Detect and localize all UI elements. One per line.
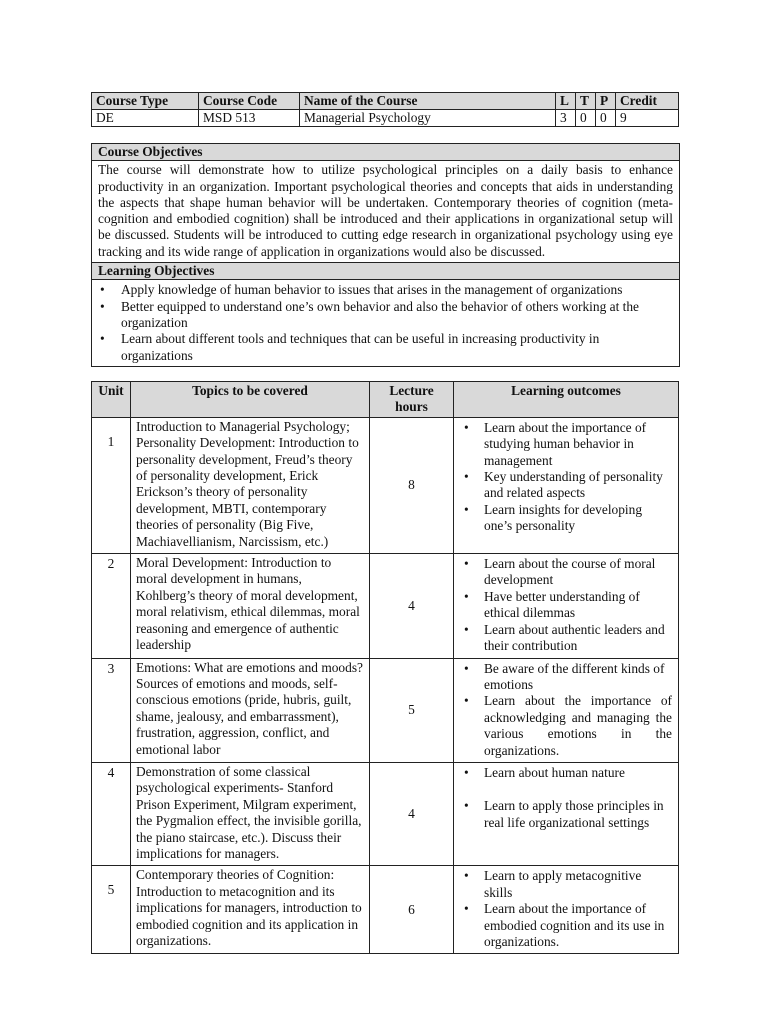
unit-outcomes [454,866,679,954]
list-item-text: Be aware of the different kinds of emotions [484,660,665,692]
unit-hours: 4 [370,554,454,658]
header-course-name: Name of the Course [300,93,556,110]
header-topics: Topics to be covered [131,382,370,418]
bullet-icon: • [464,621,469,637]
list-item-text: Apply knowledge of human behavior to issues that arises in the management of organizations [121,282,623,298]
list-item [464,798,672,831]
list-item-text: Learn to apply metacognitive skills [484,868,642,900]
list-item [100,282,673,298]
table-row [92,658,679,762]
outcomes-list [458,868,672,950]
header-course-code: Course Code [199,93,300,110]
course-name-value: Managerial Psychology [300,110,556,127]
header-course-type: Course Type [92,93,199,110]
bullet-icon: • [464,419,469,435]
course-objectives-text: The course will demonstrate how to utilize psychological principles on a daily basis to enhance productivity in an organization. Important psychological theories and concepts that aids in understanding the aspects that shape human behavior will be undertaken. Contemporary theories of cognition (meta-cognition and embodied cognition) shall be introduced and their applications in organizational setup will be discussed. Students will be introduced to cutting edge research in organizational psychology using eye tracking and its wide range of application in organizations would also be discussed. [98,162,673,259]
l-value: 3 [556,110,576,127]
bullet-icon: • [464,901,469,917]
list-item-text: Learn about the course of moral development [484,556,656,588]
table-row [92,417,679,553]
bullet-icon: • [464,660,469,676]
header-p: P [596,93,616,110]
outcomes-list [458,420,672,535]
unit-outcomes [454,658,679,762]
t-value: 0 [576,110,596,127]
list-item [464,588,672,622]
list-item [100,298,673,332]
bullet-icon: • [100,331,105,347]
bullet-icon: • [100,282,105,298]
list-item [464,501,672,535]
list-item [100,331,673,364]
learning-objectives-list [92,280,679,365]
course-type-value: DE [92,110,199,127]
course-info-table [91,92,679,127]
unit-number: 5 [92,866,131,954]
unit-number: 2 [92,554,131,658]
list-item [464,868,672,901]
p-value: 0 [596,110,616,127]
bullet-icon: • [464,556,469,572]
unit-hours: 5 [370,658,454,762]
units-table [91,381,679,954]
bullet-icon: • [464,588,469,604]
list-item-text: Have better understanding of ethical dilemmas [484,588,640,621]
table-row [92,762,679,865]
list-item-text: Key understanding of personality and related aspects [484,469,663,501]
bullet-icon: • [464,693,469,709]
outcomes-list [458,765,672,831]
bullet-icon: • [464,798,469,814]
unit-topics: Demonstration of some classical psychological experiments- Stanford Prison Experiment, Milgram experiment, the Pygmalion effect, the invisible gorilla, the piano staircase, etc.). Discuss their implications for managers. [131,762,370,865]
list-item-text: Learn insights for developing one’s personality [484,501,643,534]
course-header-row [92,93,679,110]
unit-number: 1 [92,417,131,553]
list-item-text: Learn about authentic leaders and their contribution [484,621,665,654]
header-learning-outcomes: Learning outcomes [454,382,679,418]
course-objectives-heading: Course Objectives [92,144,679,161]
course-code-value: MSD 513 [199,110,300,127]
unit-outcomes [454,417,679,553]
list-item-text: Learn about human nature [484,764,625,780]
list-item [464,901,672,950]
list-item-text: Learn about the importance of embodied cognition and its use in organizations. [484,901,665,949]
unit-topics: Contemporary theories of Cognition: Introduction to metacognition and its implications for managers, introduction to embodied cognition and its application in organizations. [131,866,370,954]
list-item [464,419,672,469]
header-credit: Credit [616,93,679,110]
list-item [464,693,672,759]
learning-objectives-heading: Learning Objectives [92,262,679,280]
bullet-icon: • [464,868,469,884]
unit-topics: Introduction to Managerial Psychology; Personality Development: Introduction to personality development, Freud’s theory of personality development, Erick Erickson’s theory of personality development, MBTI, contemporary theories of personality (Big Five, Machiavellianism, Narcissism, etc.) [131,417,370,553]
units-header-row [92,382,679,418]
unit-outcomes [454,762,679,865]
bullet-icon: • [100,298,105,314]
header-t: T [576,93,596,110]
header-l: L [556,93,576,110]
bullet-icon: • [464,764,469,780]
outcomes-list [458,556,672,654]
unit-number: 3 [92,658,131,762]
list-item-text: Learn about the importance of studying human behavior in management [484,419,647,468]
course-value-row [92,110,679,127]
unit-hours: 6 [370,866,454,954]
unit-topics: Moral Development: Introduction to moral development in humans, Kohlberg’s theory of moral development, moral relativism, ethical dilemmas, moral reasoning and emergence of authentic leadership [131,554,370,658]
list-item [464,621,672,655]
list-item-text: Learn about different tools and techniques that can be useful in increasing productivity in organizations [121,331,600,363]
list-item [464,556,672,589]
unit-hours: 4 [370,762,454,865]
list-item-text: Better equipped to understand one’s own behavior and also the behavior of others working at the organization [121,298,640,330]
list-item [464,660,672,694]
objectives-section [91,143,680,367]
unit-topics: Emotions: What are emotions and moods? Sources of emotions and moods, self-conscious emotions (pride, hubris, guilt, shame, jealousy, and embarrassment), frustration, aggression, conflict, and emotional labor [131,658,370,762]
table-row [92,866,679,954]
unit-number: 4 [92,762,131,865]
unit-hours: 8 [370,417,454,553]
header-unit: Unit [92,382,131,418]
credit-value: 9 [616,110,679,127]
header-lecture-hours: Lecture hours [370,382,454,418]
bullet-icon: • [464,469,469,485]
list-item-text: Learn to apply those principles in real life organizational settings [484,798,664,830]
list-item-text: Learn about the importance of acknowledging and managing the various emotions in the organizations. [484,693,672,758]
table-row [92,554,679,658]
outcomes-list [458,661,672,759]
bullet-icon: • [464,501,469,517]
list-item [464,764,672,781]
list-item [464,469,672,502]
unit-outcomes [454,554,679,658]
